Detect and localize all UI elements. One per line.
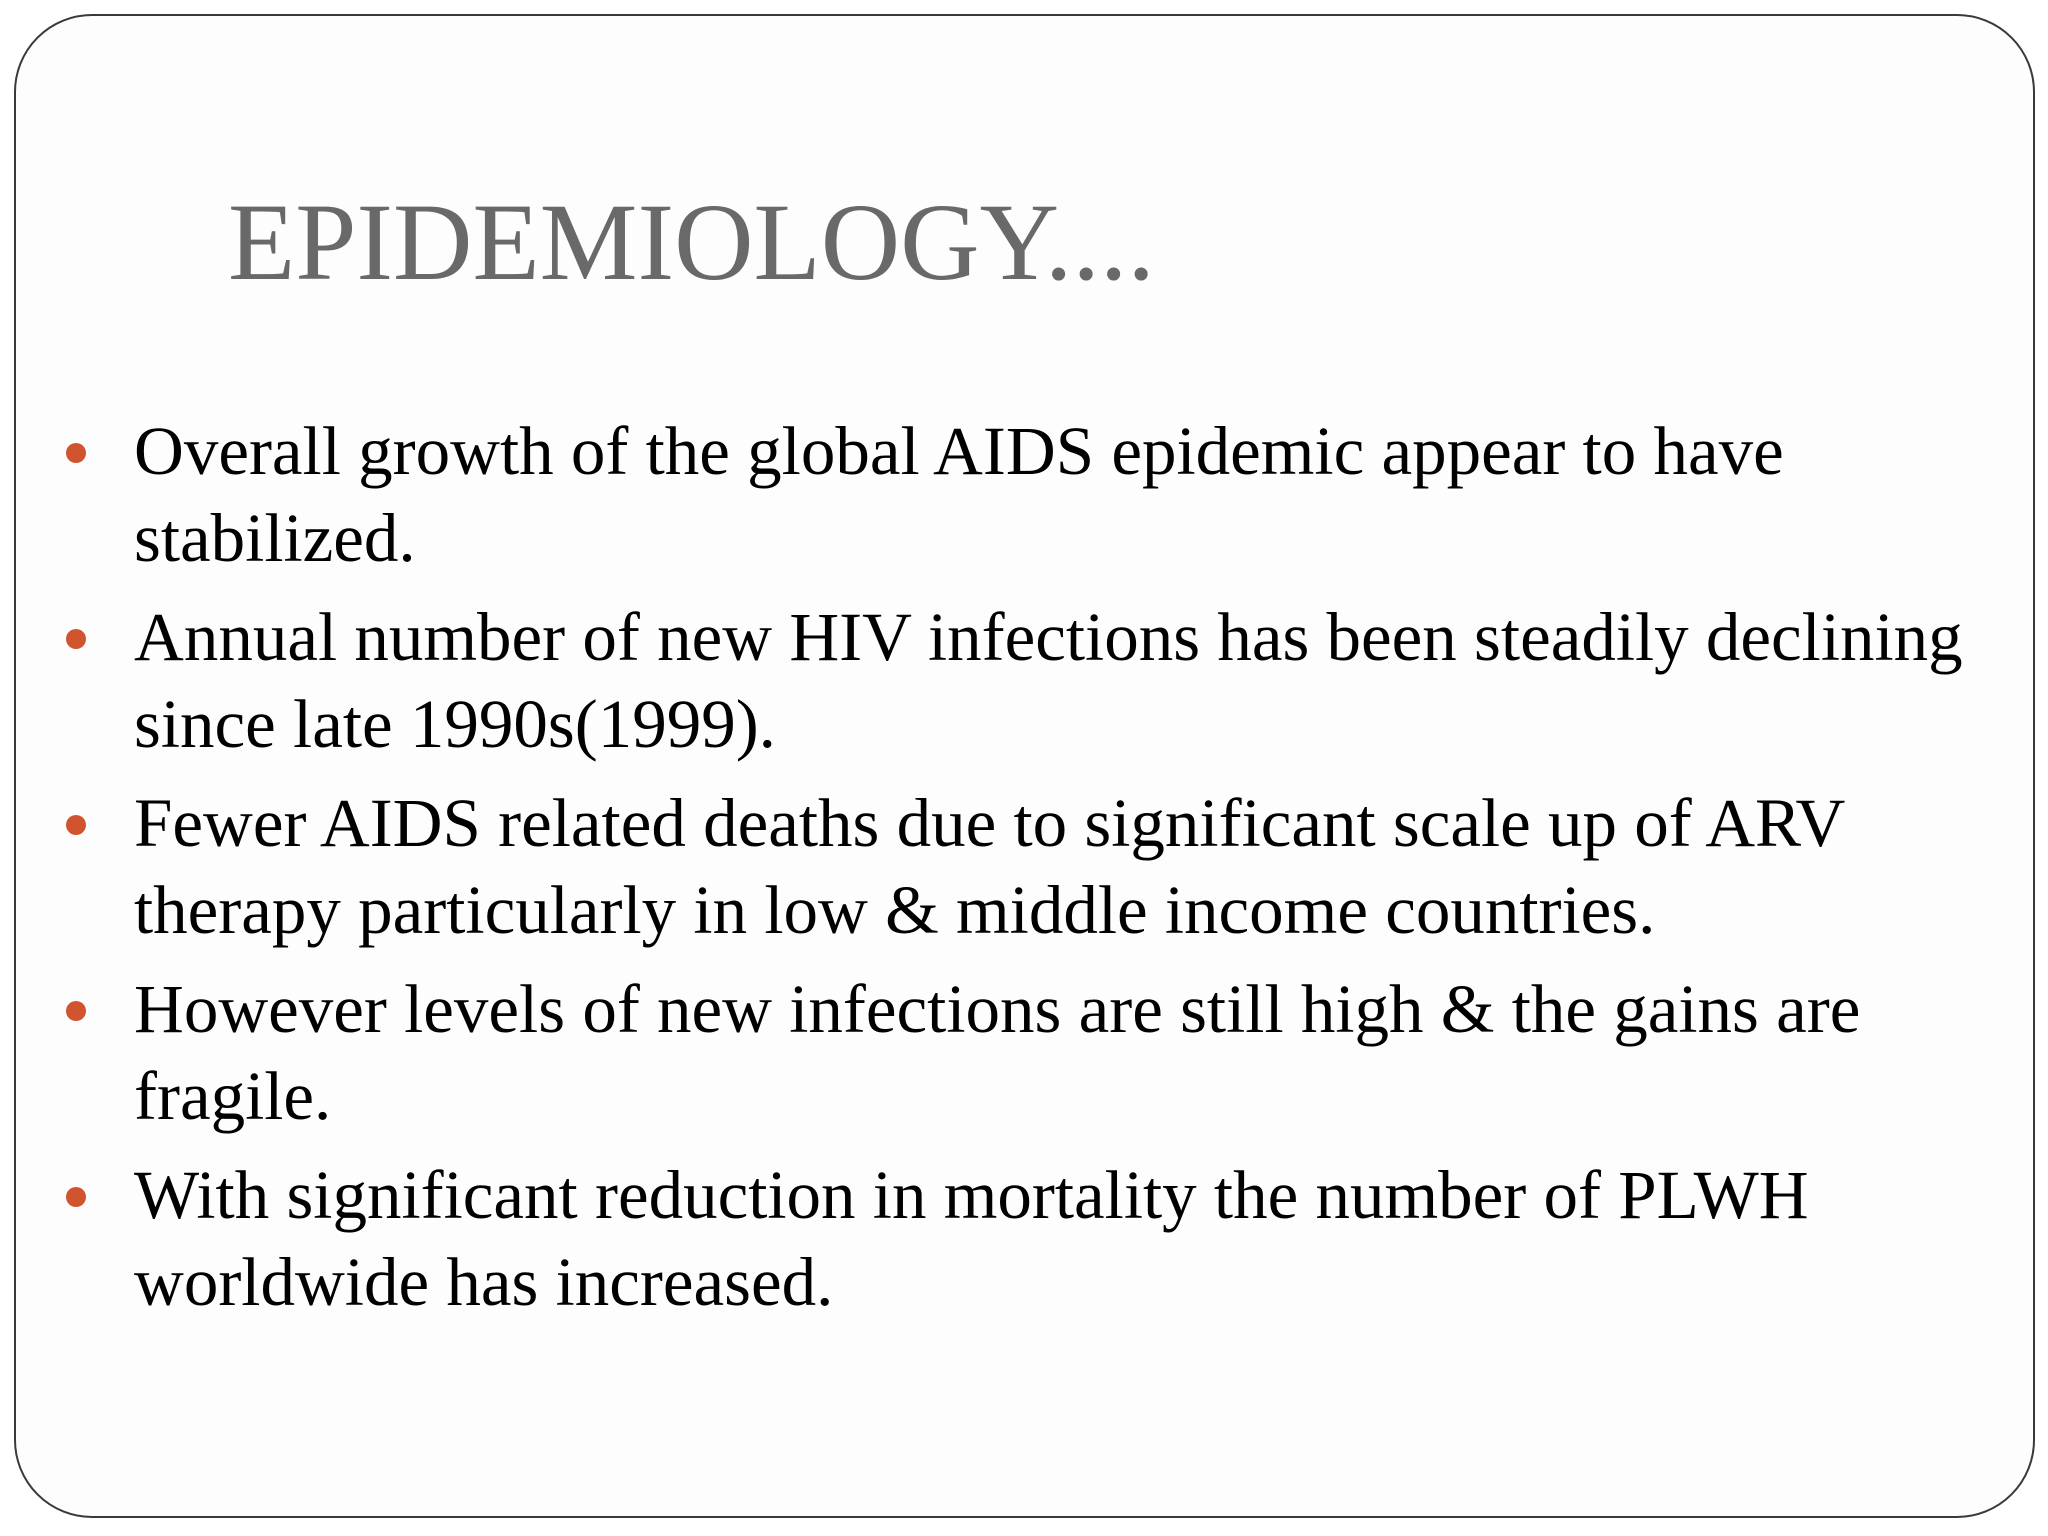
bullet-text: However levels of new infections are still high & the gains are fragile. xyxy=(134,971,1861,1134)
slide-frame xyxy=(14,14,2035,1518)
bullet-icon xyxy=(66,815,86,835)
bullet-item xyxy=(66,966,2026,1140)
slide-title: EPIDEMIOLOGY.... xyxy=(228,181,1155,303)
bullet-icon xyxy=(66,629,86,649)
bullet-item xyxy=(66,408,2026,582)
bullet-icon xyxy=(66,1001,86,1021)
bullet-text: With significant reduction in mortality the number of PLWH worldwide has increased. xyxy=(134,1157,1809,1320)
bullet-text: Overall growth of the global AIDS epidemic appear to have stabilized. xyxy=(134,413,1784,576)
bullet-icon xyxy=(66,1187,86,1207)
bullet-item xyxy=(66,780,2026,954)
bullet-text: Annual number of new HIV infections has been steadily declining since late 1990s(1999). xyxy=(134,599,1963,762)
bullet-item xyxy=(66,1152,2026,1326)
bullet-text: Fewer AIDS related deaths due to significant scale up of ARV therapy particularly in low & middle income countries. xyxy=(134,785,1845,948)
bullet-list xyxy=(66,408,2026,1338)
bullet-item xyxy=(66,594,2026,768)
bullet-icon xyxy=(66,443,86,463)
